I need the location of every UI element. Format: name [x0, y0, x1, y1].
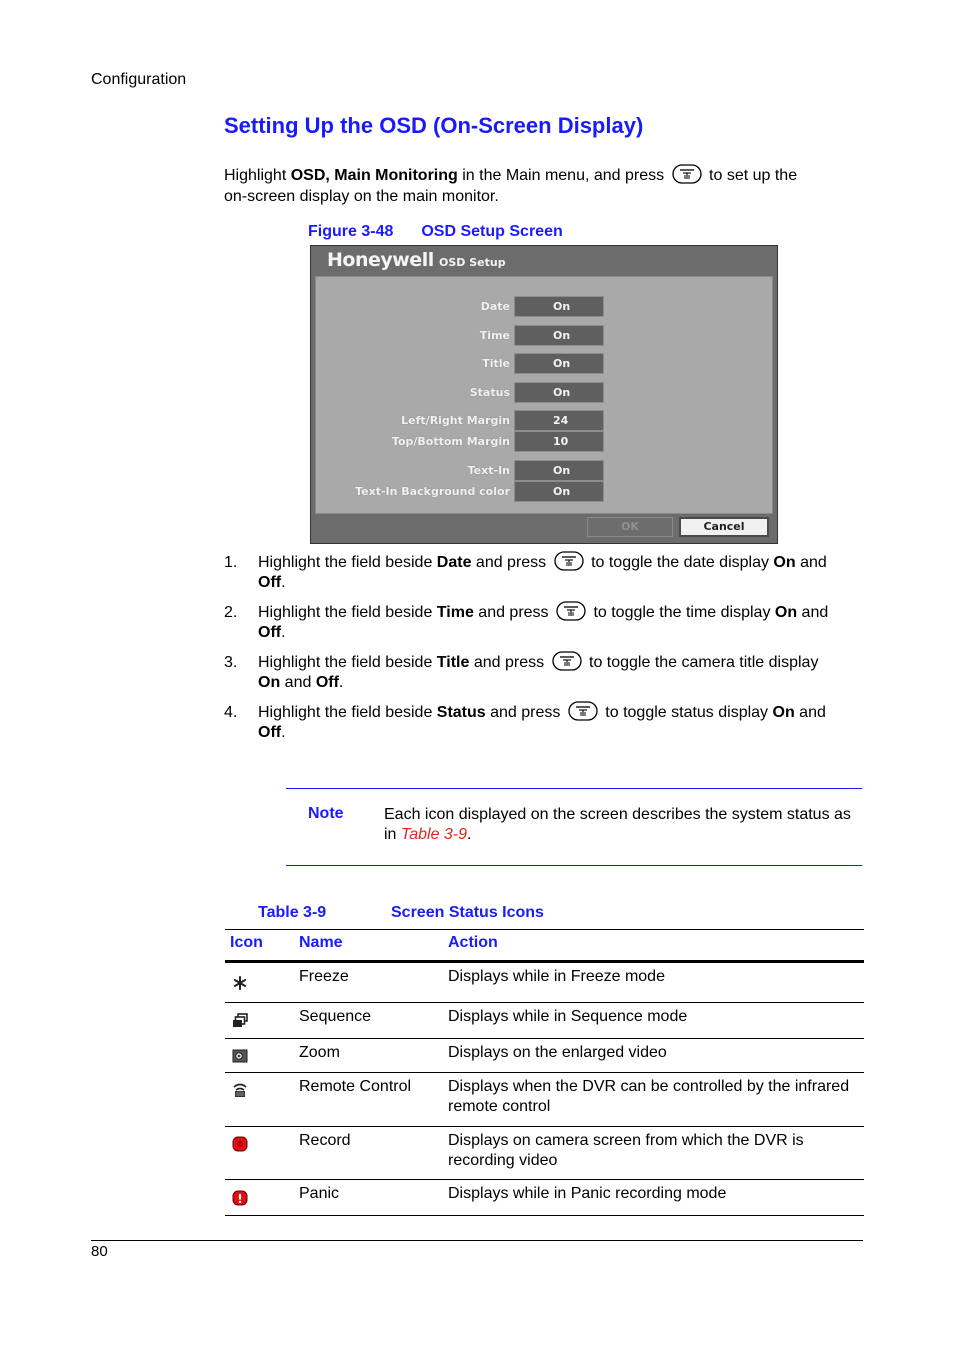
osd-title-bar	[311, 246, 777, 276]
step-on: On	[772, 704, 795, 722]
osd-label: Date	[480, 300, 510, 313]
table-header-rule	[225, 960, 864, 963]
table-cell-name: Sequence	[299, 1008, 372, 1025]
osd-value: 10	[553, 435, 569, 448]
osd-field-status[interactable]	[514, 382, 604, 403]
step-text-part: and press	[485, 704, 565, 722]
intro-text-mid: in the Main menu, and press	[457, 167, 669, 184]
figure-title: OSD Setup Screen	[421, 223, 563, 240]
osd-value: On	[553, 300, 571, 313]
note-bottom-rule	[286, 865, 862, 866]
osd-row-left-right-margin	[316, 410, 774, 432]
note-label: Note	[308, 805, 344, 822]
step-on: On	[258, 674, 281, 692]
step-off: Off	[258, 574, 282, 592]
intro-paragraph	[224, 165, 844, 207]
step-on: On	[774, 604, 798, 622]
table-cell-name: Panic	[299, 1185, 340, 1202]
osd-field-time[interactable]	[514, 325, 604, 346]
zoom-icon	[232, 1048, 248, 1064]
column-header-action: Action	[448, 934, 498, 951]
table-cell-action: Displays while in Sequence mode	[448, 1008, 688, 1025]
osd-field-date[interactable]	[514, 296, 604, 317]
table-cell-action: Displays while in Panic recording mode	[448, 1185, 727, 1202]
column-header-icon: Icon	[230, 934, 263, 951]
step-text	[258, 553, 858, 593]
step-number: 4.	[224, 704, 238, 721]
panic-icon	[232, 1190, 248, 1206]
step-text-part: to toggle the camera title display	[584, 654, 819, 672]
step-text-part: Highlight the field beside	[258, 704, 437, 722]
osd-row-text-in-bg	[316, 481, 774, 503]
intro-text-bold: OSD, Main Monitoring	[290, 167, 458, 184]
osd-label: Top/Bottom Margin	[391, 435, 510, 448]
osd-label: Text-In Background color	[355, 485, 510, 498]
table-cell-name: Freeze	[299, 968, 349, 985]
step-field-name: Title	[436, 654, 470, 672]
footer-rule	[91, 1240, 863, 1241]
table-row-rule	[225, 1002, 864, 1003]
osd-row-top-bottom-margin	[316, 431, 774, 453]
step-item	[224, 553, 854, 595]
osd-value: On	[553, 464, 571, 477]
step-text-part: to toggle the date display	[586, 554, 774, 572]
figure-number: Figure 3-48	[308, 223, 394, 240]
osd-field-text-in-bg[interactable]	[514, 481, 604, 502]
intro-text-post: to set up the	[704, 167, 798, 184]
figure-caption	[308, 223, 563, 241]
table-bottom-rule	[225, 1215, 864, 1216]
step-off: Off	[315, 674, 339, 692]
column-header-name: Name	[299, 934, 343, 951]
osd-value: On	[553, 357, 571, 370]
table-cell-action: Displays while in Freeze mode	[448, 968, 665, 985]
step-text-part: and	[794, 704, 826, 722]
step-off: Off	[258, 724, 282, 742]
osd-value: On	[553, 386, 571, 399]
record-icon	[232, 1136, 248, 1152]
enter-button-icon	[554, 551, 584, 571]
osd-row-date	[316, 296, 774, 318]
table-cell-name: Zoom	[299, 1044, 340, 1061]
osd-screen-title: OSD Setup	[439, 256, 506, 269]
osd-field-title[interactable]	[514, 353, 604, 374]
step-text-part: .	[281, 574, 286, 592]
step-text-part: .	[338, 674, 344, 692]
osd-field-left-right-margin[interactable]	[514, 410, 604, 431]
step-text-part: and	[795, 554, 827, 572]
step-text-part: and press	[469, 654, 549, 672]
page-header-section: Configuration	[91, 71, 187, 88]
ok-button[interactable]: OK	[587, 517, 673, 537]
step-text-part: and	[280, 674, 316, 692]
sequence-icon	[232, 1013, 248, 1029]
step-field-name: Date	[436, 554, 472, 572]
step-text	[258, 603, 858, 643]
table-reference-link[interactable]: Table 3-9	[400, 826, 468, 843]
step-text-part: Highlight the field beside	[258, 554, 437, 572]
step-field-name: Time	[436, 604, 474, 622]
step-text	[258, 703, 858, 743]
osd-button-bar	[311, 514, 777, 543]
table-cell-action: Displays on the enlarged video	[448, 1044, 667, 1061]
step-item	[224, 603, 854, 645]
table-row-rule	[225, 1126, 864, 1127]
step-text-part: and	[797, 604, 829, 622]
step-item	[224, 653, 854, 695]
table-row-rule	[225, 1072, 864, 1073]
osd-field-top-bottom-margin[interactable]	[514, 431, 604, 452]
step-text-part: Highlight the field beside	[258, 604, 437, 622]
step-text-part: to toggle status display	[600, 704, 773, 722]
osd-row-time	[316, 325, 774, 347]
step-text-part: to toggle the time display	[589, 604, 775, 622]
table-cell-name: Remote Control	[299, 1078, 412, 1095]
osd-value: On	[553, 485, 571, 498]
step-text-part: .	[281, 724, 286, 742]
osd-settings-panel	[315, 276, 773, 514]
osd-row-text-in	[316, 460, 774, 482]
remote-control-icon	[232, 1082, 248, 1098]
osd-row-status	[316, 382, 774, 404]
enter-button-icon	[568, 701, 598, 721]
table-row-rule	[225, 1179, 864, 1180]
table-cell-action: Displays on camera screen from which the DVR is recording video	[448, 1132, 804, 1169]
step-text	[258, 653, 858, 693]
osd-field-text-in[interactable]	[514, 460, 604, 481]
table-top-rule	[225, 929, 864, 930]
enter-button-icon	[556, 601, 586, 621]
step-number: 3.	[224, 654, 238, 671]
step-field-name: Status	[436, 704, 486, 722]
note-body: Each icon displayed on the screen describes the system status as in	[384, 806, 851, 843]
intro-text-pre: Highlight	[224, 167, 291, 184]
osd-label: Title	[482, 357, 510, 370]
enter-button-icon	[552, 651, 582, 671]
note-text	[384, 805, 854, 845]
section-title: Setting Up the OSD (On-Screen Display)	[224, 113, 644, 138]
step-item	[224, 703, 854, 745]
osd-setup-screen	[310, 245, 778, 544]
step-off: Off	[258, 624, 282, 642]
step-number: 1.	[224, 554, 238, 571]
osd-label: Time	[479, 329, 510, 342]
cancel-button[interactable]: Cancel	[679, 517, 769, 537]
step-number: 2.	[224, 604, 238, 621]
step-on: On	[773, 554, 796, 572]
step-text-part: .	[281, 624, 286, 642]
osd-label: Text-In	[467, 464, 510, 477]
honeywell-logo: Honeywell	[327, 249, 434, 271]
note-top-rule	[286, 788, 862, 789]
step-text-part: and press	[473, 604, 553, 622]
page-number: 80	[91, 1243, 108, 1260]
table-row-rule	[225, 1038, 864, 1039]
osd-label: Left/Right Margin	[401, 414, 510, 427]
table-cell-name: Record	[299, 1132, 351, 1149]
enter-button-icon	[672, 164, 702, 184]
table-caption: Screen Status Icons	[391, 904, 544, 921]
intro-text-line2: on-screen display on the main monitor.	[224, 188, 499, 205]
osd-label: Status	[469, 386, 510, 399]
table-cell-action: Displays when the DVR can be controlled by the infrared remote control	[448, 1078, 850, 1115]
osd-value: On	[553, 329, 571, 342]
table-number: Table 3-9	[258, 904, 327, 921]
osd-row-title	[316, 353, 774, 375]
osd-value: 24	[553, 414, 569, 427]
step-text-part: Highlight the field beside	[258, 654, 437, 672]
note-end: .	[467, 826, 472, 843]
step-text-part: and press	[471, 554, 551, 572]
freeze-icon	[232, 975, 248, 991]
